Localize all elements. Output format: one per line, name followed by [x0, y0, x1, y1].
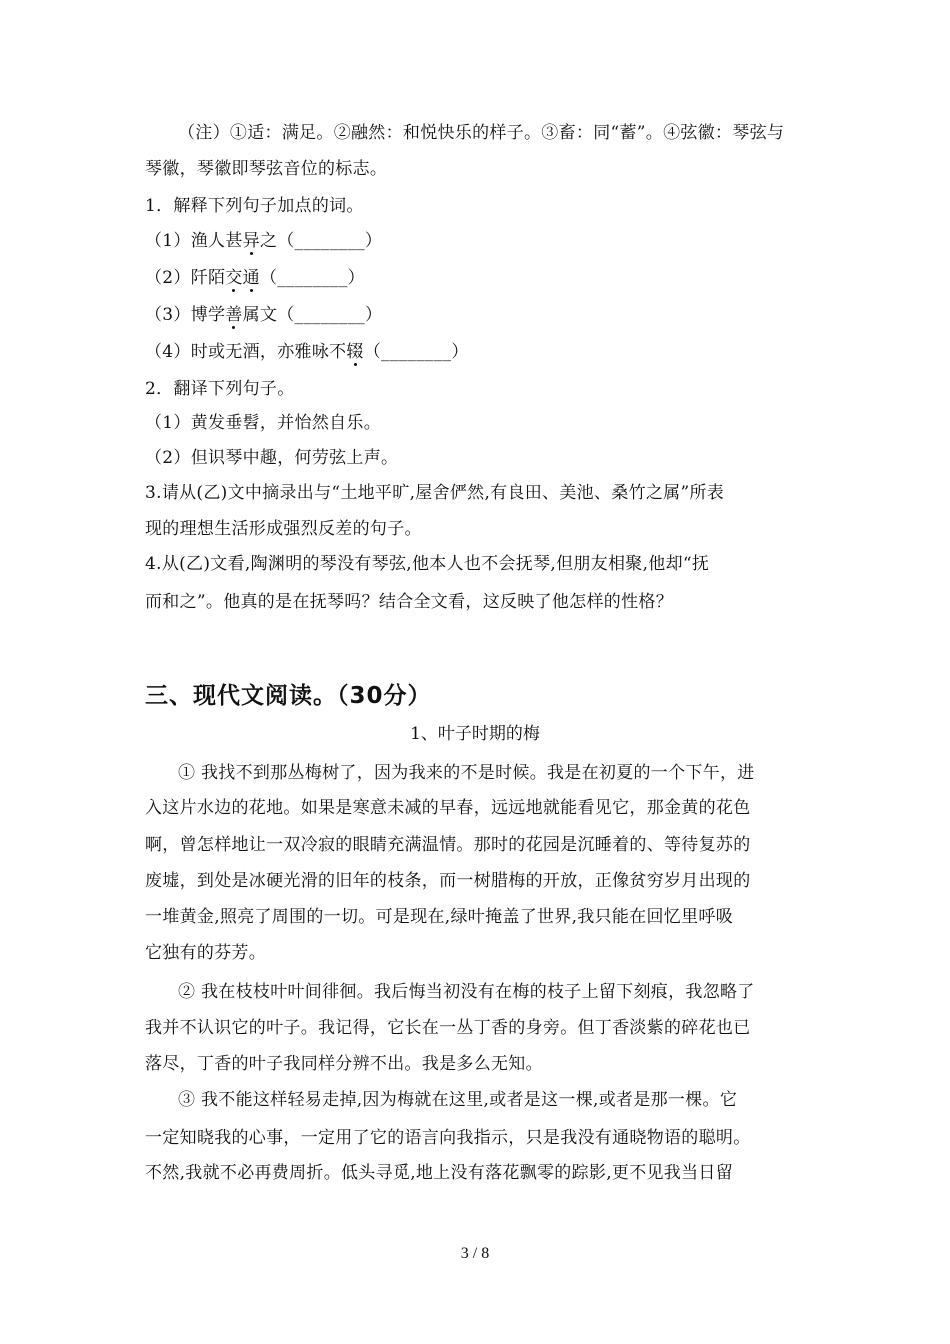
question-3-line-2: 现的理想生活形成强烈反差的句子。 — [145, 519, 422, 539]
question-1-item-4: （4）时或无酒，亦雅咏不辍（________） — [145, 342, 469, 362]
question-4-line-2: 而和之”。他真的是在抚琴吗？结合全文看，这反映了他怎样的性格？ — [145, 592, 673, 612]
passage-p1-line: 啊，曾怎样地让一双冷寂的眼睛充满温情。那时的花园是沉睡着的、等待复苏的 — [145, 835, 751, 855]
passage-p1-line: 一堆黄金,照亮了周围的一切。可是现在,绿叶掩盖了世界,我只能在回忆里呼吸 — [145, 907, 734, 927]
dotted-char: 辍 — [346, 342, 364, 362]
passage-p3-line: 一定知晓我的心事，一定用了它的语言向我指示，只是我没有通晓物语的聪明。 — [145, 1128, 751, 1148]
note-line-2: 琴徽，琴徽即琴弦音位的标志。 — [145, 159, 388, 179]
question-2-item-1: （1）黄发垂髫，并怡然自乐。 — [145, 413, 382, 433]
question-3-line-1: 3.请从(乙)文中摘录出与“土地平旷,屋舍俨然,有良田、美池、桑竹之属”所表 — [145, 483, 725, 503]
question-2-title: 2．翻译下列句子。 — [145, 379, 295, 399]
question-1-title: 1．解释下列句子加点的词。 — [145, 196, 364, 216]
passage-p1-line: ① 我找不到那丛梅树了，因为我来的不是时候。我是在初夏的一个下午，进 — [178, 763, 755, 783]
passage-p2-line: 落尽，丁香的叶子我同样分辨不出。我是多么无知。 — [145, 1054, 543, 1074]
question-4-line-1: 4.从(乙)文看,陶渊明的琴没有琴弦,他本人也不会抚琴,但朋友相聚,他却“抚 — [145, 554, 710, 574]
passage-p2-line: ② 我在枝枝叶叶间徘徊。我后悔当初没有在梅的枝子上留下刻痕，我忽略了 — [178, 982, 755, 1002]
question-2-item-2: （2）但识琴中趣，何劳弦上声。 — [145, 448, 399, 468]
passage-p1-line: 它独有的芬芳。 — [145, 943, 267, 963]
note-line-1: （注）①适：满足。②融然：和悦快乐的样子。③畜：同“蓄”。④弦徽：琴弦与 — [178, 123, 785, 143]
passage-p2-line: 我并不认识它的叶子。我记得，它长在一丛丁香的身旁。但丁香淡紫的碎花也已 — [145, 1018, 751, 1038]
passage-p3-line: ③ 我不能这样轻易走掉,因为梅就在这里,或者是这一棵,或者是那一棵。它 — [178, 1090, 738, 1110]
passage-p3-line: 不然,我就不必再费周折。低头寻觅,地上没有落花飘零的踪影,更不见我当日留 — [145, 1163, 734, 1183]
passage-p1-line: 废墟，到处是冰硬光滑的旧年的枝条，而一树腊梅的开放，正像贫穷岁月出现的 — [145, 871, 751, 891]
question-1-item-2: （2）阡陌交通（________） — [145, 268, 365, 288]
dotted-char: 交 — [225, 268, 243, 288]
passage-title: 1、叶子时期的梅 — [410, 724, 540, 744]
question-1-item-3: （3）博学善属文（________） — [145, 305, 383, 325]
dotted-char: 通 — [242, 268, 260, 288]
dotted-char: 善 — [225, 305, 243, 325]
passage-p1-line: 入这片水边的花地。如果是寒意未减的早春，远远地就能看见它，那金黄的花色 — [145, 798, 751, 818]
question-1-item-1: （1）渔人甚异之（________） — [145, 231, 383, 251]
dotted-char: 异 — [242, 231, 260, 251]
page-number: 3 / 8 — [460, 1245, 490, 1262]
section-heading: 三、现代文阅读。（30分） — [145, 683, 432, 709]
